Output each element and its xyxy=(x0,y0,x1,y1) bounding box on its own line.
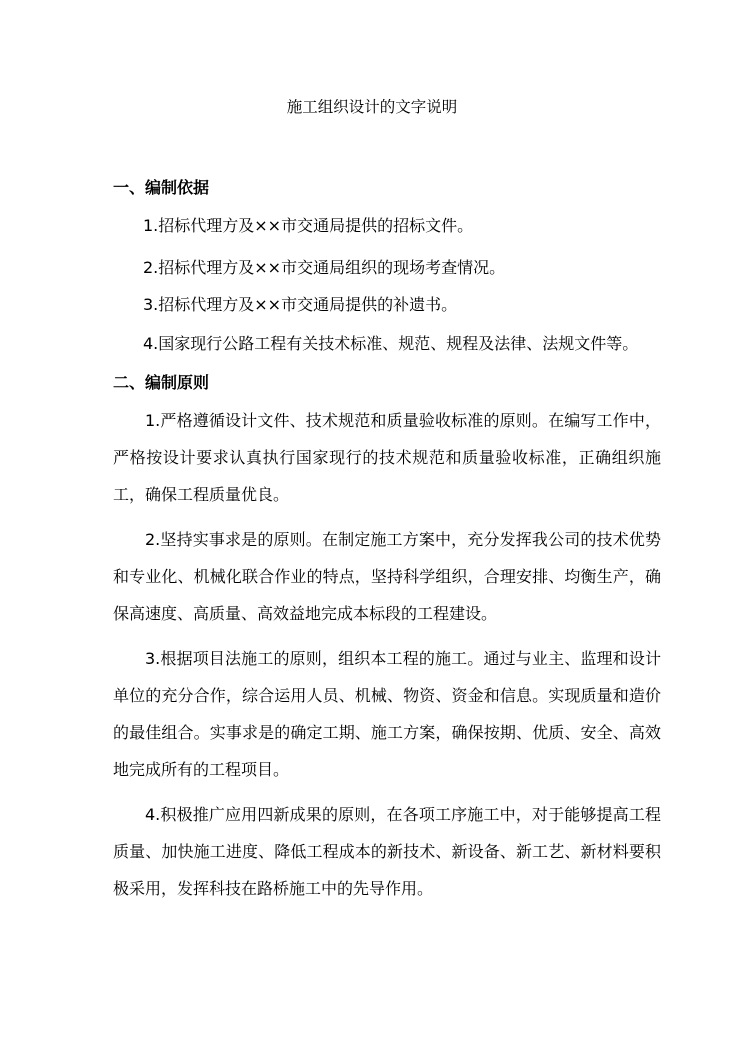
basis-item-1: 1.招标代理方及××市交通局提供的招标文件。 xyxy=(143,216,474,235)
principle-paragraph-2: 2.坚持实事求是的原则。在制定施工方案中，充分发挥我公司的技术优势和专业化、机械化联合作业的特点，坚持科学组织，合理安排、均衡生产，确保高速度、高质量、高效益地完成本标段的工程建设。 xyxy=(113,530,661,623)
principle-paragraph-1: 1.严格遵循设计文件、技术规范和质量验收标准的原则。在编写工作中，严格按设计要求认真执行国家现行的技术规范和质量验收标准，正确组织施工，确保工程质量优良。 xyxy=(113,411,661,504)
basis-item-3: 3.招标代理方及××市交通局提供的补遗书。 xyxy=(143,295,458,314)
principle-paragraph-3: 3.根据项目法施工的原则，组织本工程的施工。通过与业主、监理和设计单位的充分合作，综合运用人员、机械、物资、资金和信息。实现质量和造价的最佳组合。实事求是的确定工期、施工方案，确保按期、优质、安全、高效地完成所有的工程项目。 xyxy=(113,649,661,779)
basis-item-2: 2.招标代理方及××市交通局组织的现场考查情况。 xyxy=(143,258,506,277)
basis-item-4: 4.国家现行公路工程有关技术标准、规范、规程及法律、法规文件等。 xyxy=(143,334,639,353)
section-heading-basis: 一、编制依据 xyxy=(113,178,210,197)
principle-paragraph-4: 4.积极推广应用四新成果的原则，在各项工序施工中，对于能够提高工程质量、加快施工进度、降低工程成本的新技术、新设备、新工艺、新材料要积极采用，发挥科技在路桥施工中的先导作用。 xyxy=(113,805,661,898)
section-heading-principles: 二、编制原则 xyxy=(113,373,210,392)
document-title: 施工组织设计的文字说明 xyxy=(286,98,458,116)
